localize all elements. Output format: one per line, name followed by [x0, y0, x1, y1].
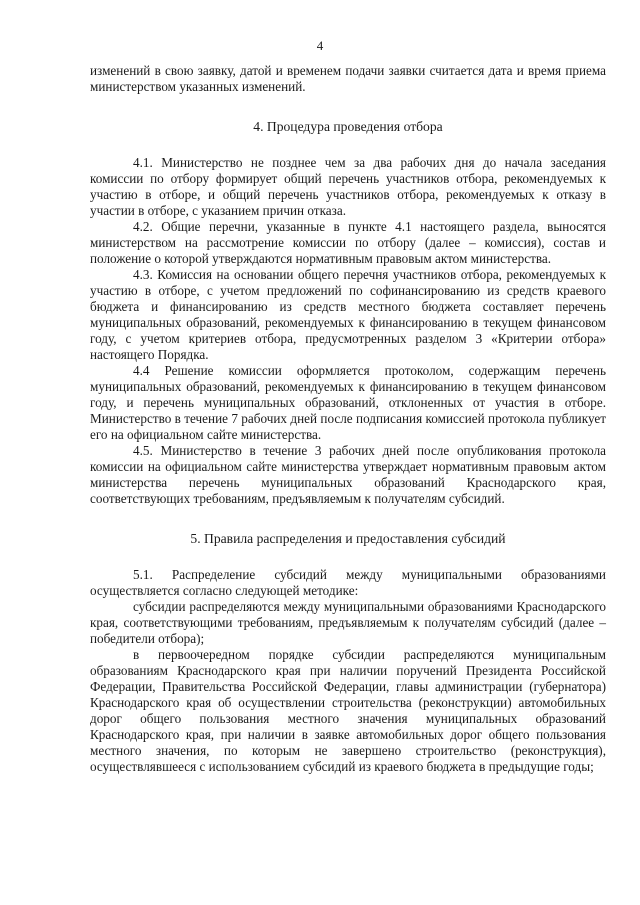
paragraph-4-4: 4.4 Решение комиссии оформляется протоколом, содержащим перечень муниципальных образований, рекомендуемых к финансированию в текущем финансовом году, и перечень муниципальных образований, отклоненных от участия в отборе. Министерство в течение 7 рабочих дней после подписания комиссией протокола публикует его на официальном сайте министерства.: [90, 363, 606, 442]
page-number: 4: [316, 38, 324, 53]
paragraph-4-1: 4.1. Министерство не позднее чем за два рабочих дня до начала заседания комиссии по отбору формирует общий перечень участников отбора, рекомендуемых к участию в отборе, и общий перечень участников отбора, рекомендуемых к отказу в участии в отборе, с указанием причин отказа.: [90, 155, 606, 218]
paragraph-4-3: 4.3. Комиссия на основании общего перечня участников отбора, рекомендуемых к участию в отборе, с учетом предложений по софинансированию из средств краевого бюджета и финансированию из средств местного бюджета составляет перечень муниципальных образований, рекомендуемых к финансированию в текущем финансовом году, с учетом критериев отбора, предусмотренных разделом 3 «Критерии отбора» настоящего Порядка.: [90, 267, 606, 362]
section-4-heading: 4. Процедура проведения отбора: [253, 119, 443, 134]
paragraph-5-1-a: субсидии распределяются между муниципальными образованиями Краснодарского края, соответствующими требованиям, предъявляемым к получателям субсидий (далее – победители отбора);: [90, 599, 606, 646]
paragraph-4-5: 4.5. Министерство в течение 3 рабочих дней после опубликования протокола комиссии на официальном сайте министерства утверждает нормативным правовым актом министерства перечень муниципальных образований Краснодарского края, соответствующих требованиям, предъявляемым к получателям субсидий.: [90, 443, 606, 506]
section-5-heading: 5. Правила распределения и предоставления субсидий: [190, 531, 506, 546]
document-body: [90, 63, 606, 775]
paragraph-4-2: 4.2. Общие перечни, указанные в пункте 4.1 настоящего раздела, выносятся министерством на рассмотрение комиссии по отбору (далее – комиссия), состав и положение о которой утверждаются нормативным правовым актом министерства.: [90, 219, 606, 266]
continuation-paragraph: изменений в свою заявку, датой и временем подачи заявки считается дата и время приема министерством указанных изменений.: [90, 63, 606, 94]
paragraph-5-1-b: в первоочередном порядке субсидии распределяются муниципальным образованиям Краснодарского края при наличии поручений Президента Российской Федерации, Правительства Российской Федерации, главы администрации (губернатора) Краснодарского края об осуществлении строительства (реконструкции) автомобильных дорог общего пользования местного значения муниципальных образований Краснодарского края, при наличии в заявке автомобильных дорог общего пользования местного значения, по которым не завершено строительство (реконструкция), осуществлявшееся с использованием субсидий из краевого бюджета в предыдущие годы;: [90, 647, 606, 774]
paragraph-5-1: 5.1. Распределение субсидий между муниципальными образованиями осуществляется согласно следующей методике:: [90, 567, 606, 598]
